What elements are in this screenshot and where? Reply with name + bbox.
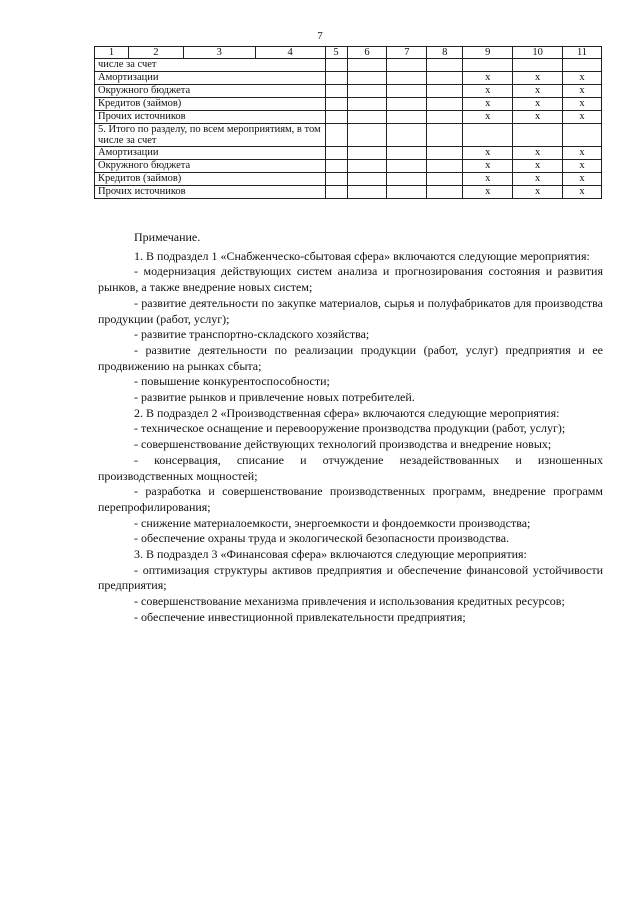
note-paragraph: - развитие деятельности по реализации продукции (работ, услуг) предприятия и ее продвижению на рынках сбыта; <box>98 342 603 373</box>
mark-cell: x <box>563 85 602 98</box>
table-header-cell: 10 <box>513 47 563 59</box>
page-number: 7 <box>317 30 323 42</box>
mark-cell: x <box>513 85 563 98</box>
mark-cell: x <box>463 85 513 98</box>
mark-cell <box>513 124 563 147</box>
empty-cell <box>347 147 387 160</box>
note-paragraph: - оптимизация структуры активов предприятия и обеспечение финансовой устойчивости предприятия; <box>98 562 603 593</box>
empty-cell <box>325 98 347 111</box>
table-header-cell: 9 <box>463 47 513 59</box>
note-paragraph: - развитие рынков и привлечение новых потребителей. <box>134 390 415 405</box>
empty-cell <box>387 59 427 72</box>
mark-cell: x <box>513 173 563 186</box>
financing-table <box>94 46 602 199</box>
mark-cell: x <box>463 160 513 173</box>
note-paragraph: - техническое оснащение и перевооружение производства продукции (работ, услуг); <box>134 421 566 436</box>
row-label: Прочих источников <box>95 186 326 199</box>
mark-cell: x <box>513 147 563 160</box>
empty-cell <box>427 173 463 186</box>
mark-cell: x <box>563 72 602 85</box>
empty-cell <box>325 186 347 199</box>
mark-cell: x <box>513 186 563 199</box>
note-paragraphs <box>98 249 603 626</box>
mark-cell: x <box>563 173 602 186</box>
note-paragraph: - обеспечение охраны труда и экологической безопасности производства. <box>134 531 510 546</box>
empty-cell <box>427 72 463 85</box>
empty-cell <box>325 173 347 186</box>
table-row <box>95 186 602 199</box>
table-row <box>95 72 602 85</box>
table-row <box>95 98 602 111</box>
note-paragraph: - модернизация действующих систем анализа и прогнозирования состояния и развития рынков, а также внедрение новых систем; <box>98 264 603 295</box>
table-header-row <box>95 47 602 59</box>
mark-cell <box>463 59 513 72</box>
row-label: 5. Итого по разделу, по всем мероприятиям, в том числе за счет <box>95 124 326 147</box>
empty-cell <box>427 186 463 199</box>
mark-cell: x <box>513 160 563 173</box>
empty-cell <box>325 85 347 98</box>
empty-cell <box>387 111 427 124</box>
note-paragraph: - развитие транспортно-складского хозяйства; <box>134 327 370 342</box>
empty-cell <box>387 72 427 85</box>
row-label: Окружного бюджета <box>95 85 326 98</box>
mark-cell: x <box>513 98 563 111</box>
empty-cell <box>427 124 463 147</box>
note-paragraph: - консервация, списание и отчуждение незадействованных и изношенных производственных мощностей; <box>98 452 603 483</box>
mark-cell: x <box>563 98 602 111</box>
empty-cell <box>325 111 347 124</box>
note-paragraph: - разработка и совершенствование производственных программ, внедрение программ перепрофилирования; <box>98 484 603 514</box>
note-paragraph: - повышение конкурентоспособности; <box>134 374 330 389</box>
note-paragraph: 3. В подраздел 3 «Финансовая сфера» включаются следующие мероприятия: <box>134 547 527 562</box>
row-label: Прочих источников <box>95 111 326 124</box>
empty-cell <box>325 124 347 147</box>
empty-cell <box>347 85 387 98</box>
table-row <box>95 147 602 160</box>
mark-cell: x <box>463 186 513 199</box>
table-header-cell: 6 <box>347 47 387 59</box>
mark-cell <box>563 124 602 147</box>
empty-cell <box>325 59 347 72</box>
table-row <box>95 85 602 98</box>
mark-cell: x <box>563 160 602 173</box>
table-row <box>95 111 602 124</box>
empty-cell <box>427 98 463 111</box>
mark-cell: x <box>563 111 602 124</box>
empty-cell <box>387 186 427 199</box>
empty-cell <box>347 59 387 72</box>
table-header-cell: 7 <box>387 47 427 59</box>
mark-cell: x <box>463 147 513 160</box>
table-row <box>95 59 602 72</box>
note-paragraph: - снижение материалоемкости, энергоемкости и фондоемкости производства; <box>134 515 531 530</box>
mark-cell: x <box>513 111 563 124</box>
row-label: Кредитов (займов) <box>95 173 326 186</box>
mark-cell: x <box>513 72 563 85</box>
empty-cell <box>387 124 427 147</box>
empty-cell <box>387 160 427 173</box>
note-paragraph: - развитие деятельности по закупке материалов, сырья и полуфабрикатов для производства продукции (работ, услуг); <box>98 295 603 326</box>
mark-cell: x <box>463 72 513 85</box>
table-header-cell: 8 <box>427 47 463 59</box>
mark-cell <box>563 59 602 72</box>
empty-cell <box>427 111 463 124</box>
note-paragraph: 2. В подраздел 2 «Производственная сфера» включаются следующие мероприятия: <box>134 405 560 420</box>
empty-cell <box>347 124 387 147</box>
table-header-cell: 1 <box>95 47 129 59</box>
empty-cell <box>325 160 347 173</box>
note-section <box>98 230 603 626</box>
empty-cell <box>347 98 387 111</box>
empty-cell <box>347 160 387 173</box>
empty-cell <box>347 173 387 186</box>
note-paragraph: - обеспечение инвестиционной привлекательности предприятия; <box>134 609 466 624</box>
empty-cell <box>427 59 463 72</box>
note-paragraph: - совершенствование механизма привлечения и использования кредитных ресурсов; <box>134 594 565 609</box>
mark-cell <box>463 124 513 147</box>
table-row <box>95 160 602 173</box>
note-title: Примечание. <box>134 230 201 244</box>
table-row <box>95 124 602 147</box>
empty-cell <box>427 147 463 160</box>
table-row <box>95 173 602 186</box>
empty-cell <box>387 98 427 111</box>
mark-cell: x <box>463 98 513 111</box>
row-label: Амортизации <box>95 147 326 160</box>
empty-cell <box>347 186 387 199</box>
note-paragraph: - совершенствование действующих технологий производства и внедрение новых; <box>134 437 552 452</box>
mark-cell: x <box>463 173 513 186</box>
mark-cell: x <box>563 186 602 199</box>
empty-cell <box>325 72 347 85</box>
table-header-cell: 5 <box>325 47 347 59</box>
empty-cell <box>387 173 427 186</box>
table-header-cell: 4 <box>255 47 325 59</box>
row-label: Амортизации <box>95 72 326 85</box>
empty-cell <box>347 72 387 85</box>
empty-cell <box>387 147 427 160</box>
row-label: Кредитов (займов) <box>95 98 326 111</box>
mark-cell: x <box>463 111 513 124</box>
empty-cell <box>325 147 347 160</box>
empty-cell <box>347 111 387 124</box>
empty-cell <box>387 85 427 98</box>
empty-cell <box>427 160 463 173</box>
mark-cell: x <box>563 147 602 160</box>
note-paragraph: 1. В подраздел 1 «Снабженческо-сбытовая сфера» включаются следующие мероприятия: <box>134 248 590 263</box>
empty-cell <box>427 85 463 98</box>
row-label: Окружного бюджета <box>95 160 326 173</box>
table-header-cell: 2 <box>128 47 183 59</box>
table-header-cell: 11 <box>563 47 602 59</box>
table-header-cell: 3 <box>183 47 255 59</box>
mark-cell <box>513 59 563 72</box>
row-label: числе за счет <box>95 59 326 72</box>
